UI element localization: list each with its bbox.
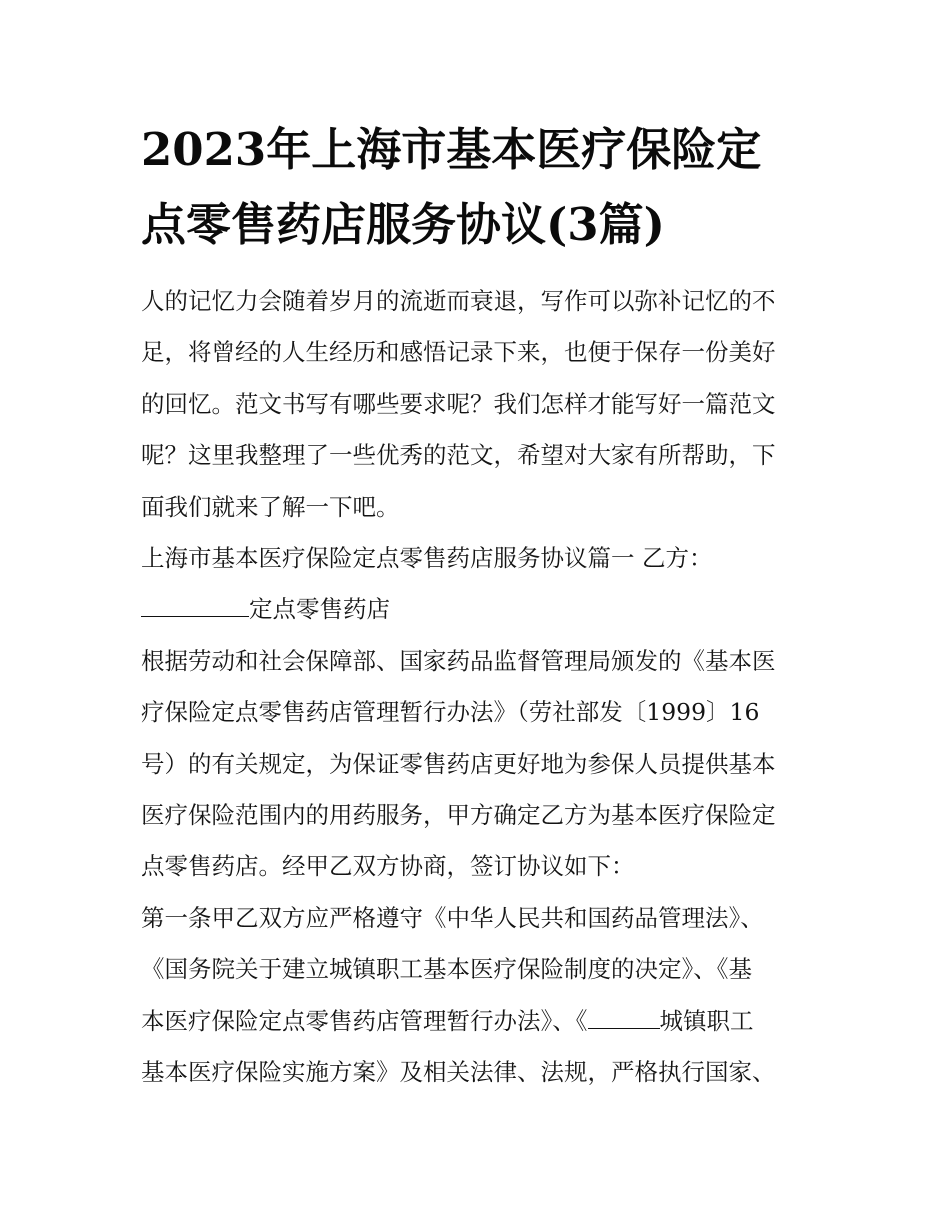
basis-paragraph [141, 636, 821, 893]
section-heading-text: 上海市基本医疗保险定点零售药店服务协议篇一 乙方： [141, 544, 713, 573]
article-1-line: 第一条甲乙双方应严格遵守《中华人民共和国药品管理法》、 [141, 903, 764, 932]
party-b-suffix: 定点零售药店 [249, 595, 390, 624]
intro-line: 足，将曾经的人生经历和感悟记录下来，也便于保存一份美好 [141, 338, 776, 367]
basis-line: 根据劳动和社会保障部、国家药品监督管理局颁发的《基本医 [141, 646, 776, 675]
intro-line: 面我们就来了解一下吧。 [141, 492, 400, 521]
article-1-line3-suffix: 城镇职工 [659, 1006, 754, 1035]
section-heading [141, 533, 821, 584]
party-b-blank [141, 598, 249, 617]
basis-line: 疗保险定点零售药店管理暂行办法》（劳社部发〔1999〕16 [141, 698, 760, 727]
article-1-line3-prefix: 本医疗保险定点零售药店管理暂行办法》、《 [141, 1006, 588, 1035]
article-1-line [141, 996, 821, 1047]
city-name-blank [588, 1010, 660, 1029]
party-b-row [141, 584, 821, 635]
party-b-line [141, 584, 821, 635]
intro-line: 人的记忆力会随着岁月的流逝而衰退，写作可以弥补记忆的不 [141, 287, 776, 315]
intro-line: 的回忆。范文书写有哪些要求呢？我们怎样才能写好一篇范文 [141, 389, 776, 418]
document-body [141, 276, 821, 1099]
article-1-line: 《国务院关于建立城镇职工基本医疗保险制度的决定》、《基 [141, 955, 752, 984]
article-1-paragraph [141, 893, 821, 1099]
article-1-line: 基本医疗保险实施方案》及相关法律、法规，严格执行国家、 [141, 1058, 776, 1087]
title-line-2: 点零售药店服务协议(3篇) [141, 198, 665, 251]
intro-line: 呢？这里我整理了一些优秀的范文，希望对大家有所帮助，下 [141, 441, 776, 470]
document-title [141, 112, 821, 262]
intro-paragraph [141, 276, 821, 533]
title-line-1: 2023年上海市基本医疗保险定 [141, 123, 762, 176]
basis-line: 医疗保险范围内的用药服务，甲方确定乙方为基本医疗保险定 [141, 801, 776, 830]
basis-line: 号）的有关规定，为保证零售药店更好地为参保人员提供基本 [141, 749, 776, 778]
basis-line: 点零售药店。经甲乙双方协商，签订协议如下： [141, 852, 635, 881]
